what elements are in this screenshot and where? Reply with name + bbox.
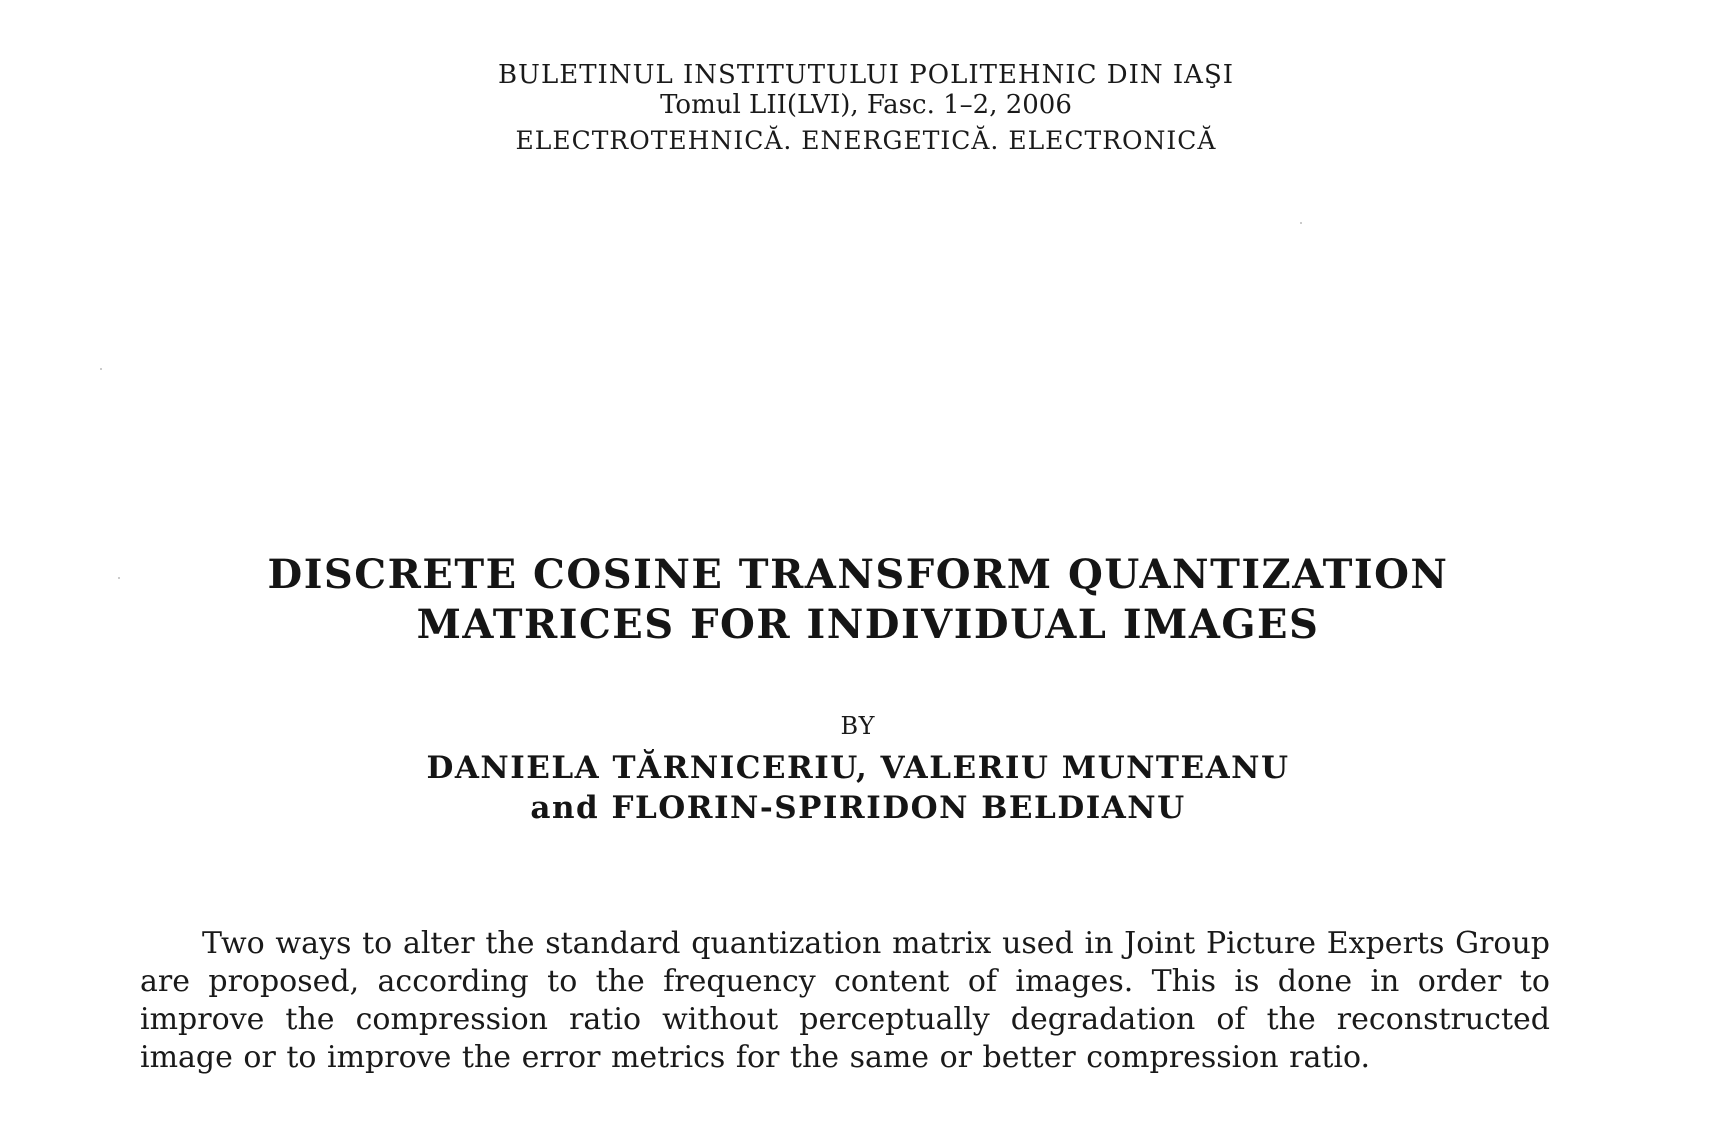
journal-issue: Tomul LII(LVI), Fasc. 1–2, 2006 (660, 90, 1072, 120)
byline: BY (840, 712, 876, 740)
journal-section: ELECTROTEHNICĂ. ENERGETICĂ. ELECTRONICĂ (515, 126, 1217, 155)
abstract-paragraph: Two ways to alter the standard quantization matrix used in Joint Picture Experts Group are proposed, according to the frequency content of images. This is done in order to improve the compression ratio without perceptually degradation of the reconstructed image or to improve the error metrics for the same or better compression ratio. (140, 926, 1550, 1075)
paper-title-line-1: DISCRETE COSINE TRANSFORM QUANTIZATION (267, 551, 1449, 598)
journal-name: BULETINUL INSTITUTULUI POLITEHNIC DIN IAŞI (497, 60, 1235, 90)
scan-speck (100, 368, 102, 370)
scan-speck (118, 577, 120, 579)
authors-line-2: and FLORIN-SPIRIDON BELDIANU (530, 790, 1186, 826)
paper-title-line-2: MATRICES FOR INDIVIDUAL IMAGES (416, 601, 1320, 648)
scan-speck (1300, 222, 1302, 224)
authors-line-1: DANIELA TĂRNICERIU, VALERIU MUNTEANU (426, 750, 1290, 786)
